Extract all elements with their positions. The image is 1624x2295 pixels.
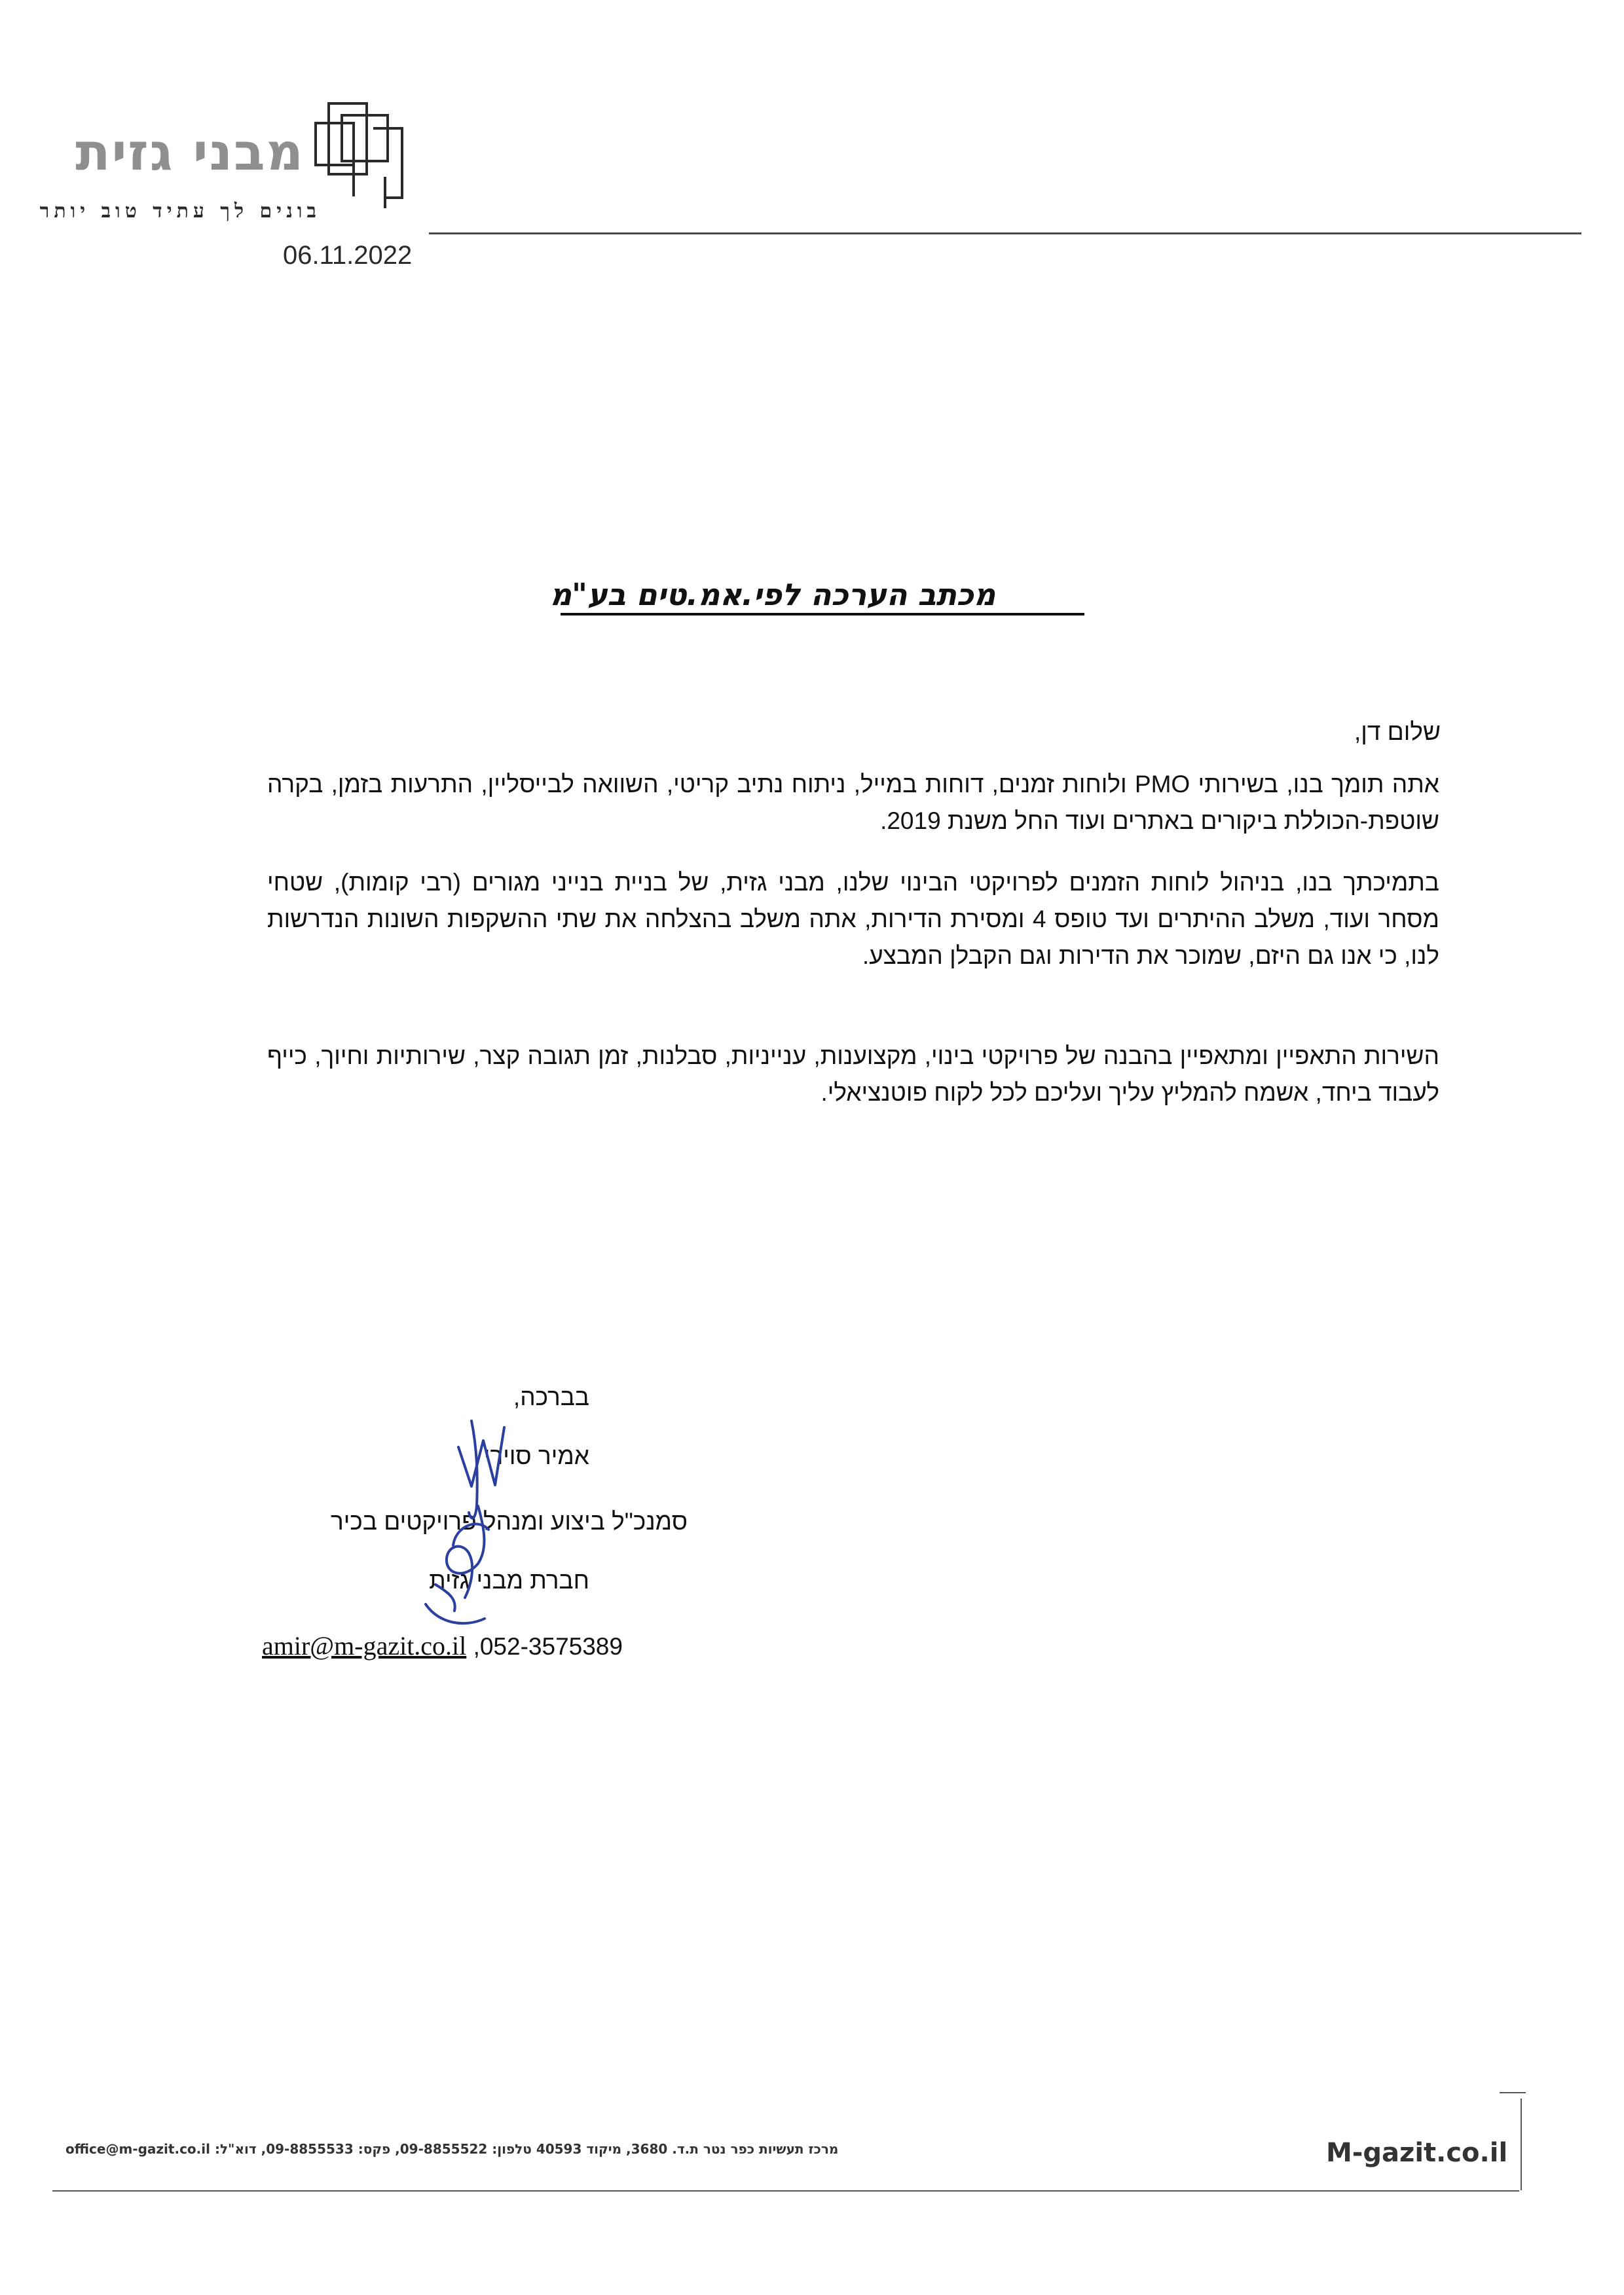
signature-closing: בברכה, (513, 1384, 589, 1410)
letter-title: מכתב הערכה לפי.אמ.טים בע"מ (549, 577, 996, 612)
company-name: מבני גזית (75, 123, 304, 182)
signer-company: חברת מבני גזית (429, 1567, 589, 1594)
signer-phone: ,052-3575389 (473, 1633, 623, 1660)
footer-divider (1500, 2092, 1526, 2093)
signer-name: אמיר סוירי (483, 1442, 589, 1469)
letter-greeting: שלום דן, (1354, 718, 1441, 745)
footer-contact-details: מרכז תעשיות כפר נטר ת.ד. 3680, מיקוד 40593 טלפון: 09-8855522, פקס: 09-8855533, דוא"ל: office@m-gazit.co.il (65, 2141, 839, 2157)
company-logo-mark (308, 98, 413, 210)
footer-divider (52, 2190, 1519, 2192)
title-underline (561, 613, 1084, 615)
signer-email[interactable]: amir@m-gazit.co.il (262, 1631, 467, 1661)
letter-date: 06.11.2022 (283, 241, 413, 270)
footer-divider (1521, 2099, 1522, 2190)
letter-paragraph: אתה תומך בנו, בשירותי PMO ולוחות זמנים, דוחות במייל, ניתוח נתיב קריטי, השוואה לבייסליין, התרעות בזמן, בקרה שוטפת-הכוללת ביקורים באתרים ועוד החל משנת 2019. (267, 771, 1439, 834)
letter-paragraph: בתמיכתך בנו, בניהול לוחות הזמנים לפרויקטי הבינוי שלנו, מבני גזית, של בניית בנייני מגורים (רבי קומות), שטחי מסחר ועוד, משלב ההיתרים ועד טופס 4 ומסירת הדירות, אתה משלב בהצלחה את שתי ההשקפות השונות הנדרשות לנו, כי אנו גם היזם, שמוכר את הדירות וגם הקבלן המבצע. (267, 869, 1439, 969)
letter-paragraph: השירות התאפיין ומתאפיין בהבנה של פרויקטי בינוי, מקצוענות, ענייניות, סבלנות, זמן תגובה קצר, שירותיות וחיוך, כייף לעבוד ביחד, אשמח להמליץ עליך ועליכם לכל לקוח פוטנציאלי. (267, 1042, 1439, 1106)
company-tagline: בונים לך עתיד טוב יותר (39, 200, 321, 223)
header-divider (429, 232, 1581, 234)
footer-website[interactable]: M-gazit.co.il (1326, 2138, 1508, 2168)
handwritten-signature (373, 1408, 544, 1643)
signer-role: סמנכ"ל ביצוע ומנהל פרויקטים בכיר (331, 1508, 688, 1535)
